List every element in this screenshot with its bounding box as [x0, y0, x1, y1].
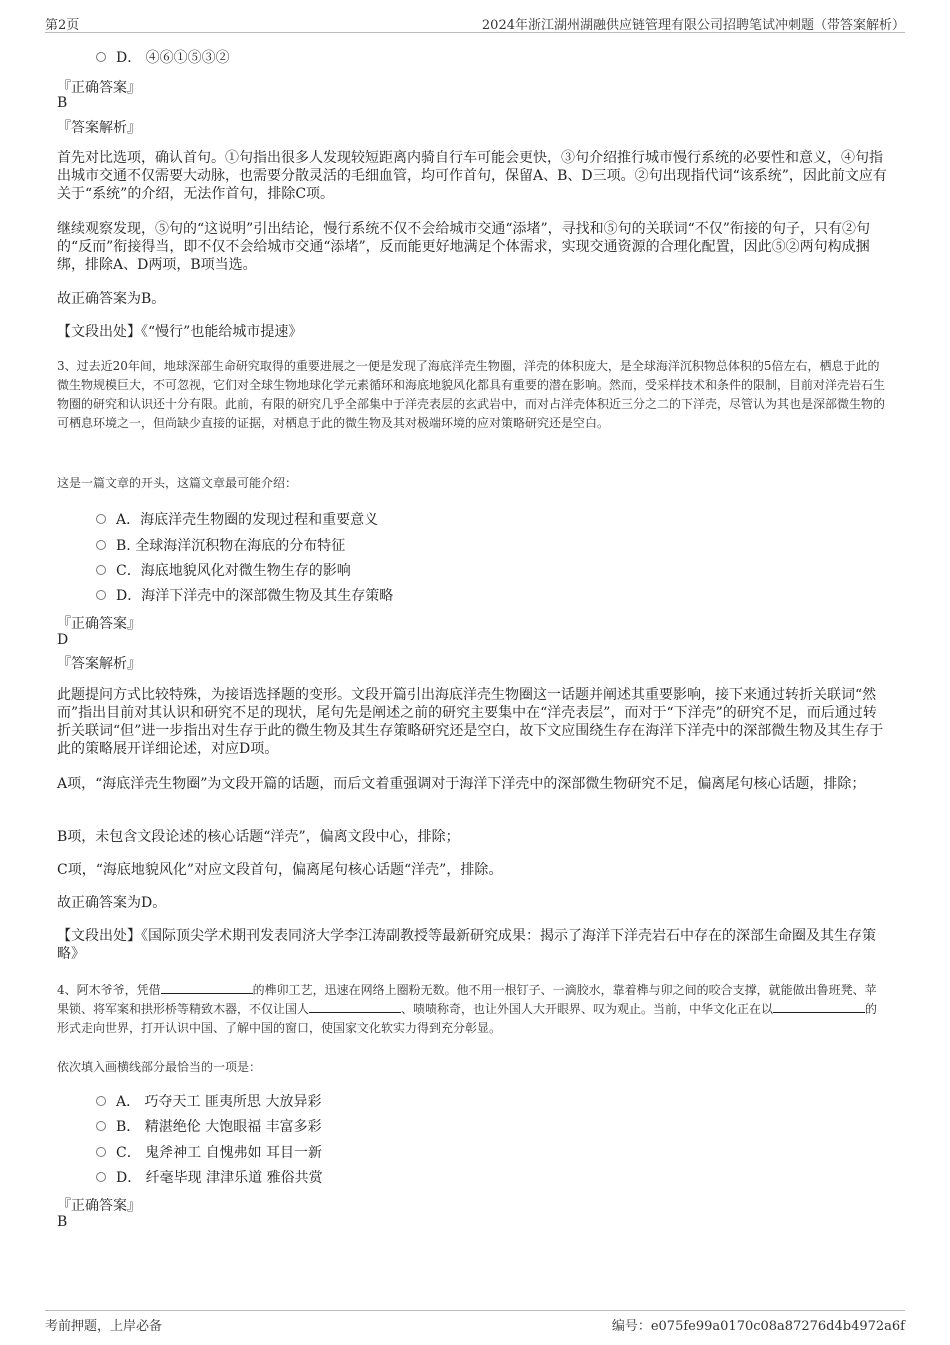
q3-conclusion: 故正确答案为D。	[57, 895, 167, 911]
radio-icon[interactable]	[96, 1147, 106, 1157]
q4-prompt: 依次填入画横线部分最恰当的一项是：	[57, 1060, 262, 1074]
q2-answer-label: 『正确答案』	[57, 80, 141, 96]
q4-option-d[interactable]: D． 纤毫毕现 津津乐道 雅俗共赏	[96, 1167, 323, 1187]
page-footer	[45, 1310, 905, 1333]
q4-option-b[interactable]: B． 精湛绝伦 大饱眼福 丰富多彩	[96, 1116, 322, 1136]
q4-option-c[interactable]: C． 鬼斧神工 自愧弗如 耳目一新	[96, 1142, 322, 1162]
page-header	[45, 12, 905, 33]
q3-analysis-p3: B项，未包含文段论述的核心话题“洋壳”，偏离文段中心，排除；	[57, 829, 460, 845]
document-id: 编号：e075fe99a0170c08a87276d4b4972a6f	[611, 1319, 905, 1334]
q3-analysis-p4: C项，“海底地貌风化”对应文段首句，偏离尾句核心话题“洋壳”，排除。	[57, 862, 503, 878]
q3-source: 【文段出处】《国际顶尖学术期刊发表同济大学李江涛副教授等最新研究成果：揭示了海洋下洋壳岩石中存在的深部生命圈及其生存策略》	[57, 928, 876, 962]
q3-analysis-p1: 此题提问方式比较特殊，为接语选择题的变形。文段开篇引出海底洋壳生物圈这一话题并阐述其重要影响，接下来通过转折关联词“然而”指出目前对其认识和研究不足的现状，尾句先是阐述之前的研究主要集中在“洋壳表层”，而对于“下洋壳”的研究不足，而后通过转折关联词“但”进一步指出对生存于此的微生物及其生存策略研究还是空白，故下文应围绕生存在海洋下洋壳中的深部微生物及其生存于此的策略展开详细论述，对应D项。	[57, 687, 884, 757]
q2-analysis-p2: 继续观察发现，⑤句的“这说明”引出结论，慢行系统不仅不会给城市交通“添堵”，寻找和⑤句的关联词“不仅”衔接的句子，只有②句的“反而”衔接得当，即不仅不会给城市交通“添堵”，反而能更好地满足个体需求，实现交通资源的合理化配置，因此⑤②两句构成捆绑，排除A、D两项，B项当选。	[57, 221, 870, 273]
q3-answer: D	[57, 632, 69, 648]
q3-option-c[interactable]: C．海底地貌风化对微生物生存的影响	[96, 560, 351, 580]
q2-analysis-p1: 首先对比选项，确认首句。①句指出很多人发现较短距离内骑自行车可能会更快，③句介绍推行城市慢行系统的必要性和意义，④句指出城市交通不仅需要大动脉，也需要分散灵活的毛细血管，均可作首句，保留A、B、D三项。②句出现指代词“该系统”，因此前文应有关于“系统”的介绍，无法作首句，排除C项。	[57, 150, 887, 202]
radio-icon[interactable]	[96, 52, 106, 62]
radio-icon[interactable]	[96, 590, 106, 600]
q3-option-a[interactable]: A．海底洋壳生物圈的发现过程和重要意义	[96, 509, 378, 529]
q3-analysis-p2: A项，“海底洋壳生物圈”为文段开篇的话题，而后文着重强调对于海洋下洋壳中的深部微生物研究不足，偏离尾句核心话题，排除；	[57, 776, 866, 792]
q2-answer: B	[57, 95, 68, 111]
q3-stem: 3、过去近20年间，地球深部生命研究取得的重要进展之一便是发现了海底洋壳生物圈，洋壳的体积庞大，是全球海洋沉积物总体积的5倍左右，栖息于此的微生物规模巨大，不可忽视，它们对全球生物地球化学元素循环和海底地貌风化都具有重要的潜在影响。然而，受采样技术和条件的限制，目前对洋壳岩石生物圈的研究和认识还十分有限。此前，有限的研究几乎全部集中于洋壳表层的玄武岩中，而对占洋壳体积近三分之二的下洋壳，尽管认为其也是深部微生物的可栖息环境之一，但尚缺少直接的证据，对栖息于此的微生物及其对极端环境的应对策略研究还是空白。	[57, 359, 886, 430]
q3-prompt: 这是一篇文章的开头，这篇文章最可能介绍：	[57, 476, 298, 490]
fill-blank-2[interactable]	[309, 1001, 401, 1013]
q2-analysis-label: 『答案解析』	[57, 120, 141, 136]
q4-answer: B	[57, 1214, 68, 1230]
q2-conclusion: 故正确答案为B。	[57, 291, 166, 307]
q3-option-d[interactable]: D．海洋下洋壳中的深部微生物及其生存策略	[96, 585, 393, 605]
page-number: 第2页	[45, 18, 80, 33]
radio-icon[interactable]	[96, 540, 106, 550]
q2-source: 【文段出处】《“慢行”也能给城市提速》	[57, 324, 303, 340]
radio-icon[interactable]	[96, 514, 106, 524]
fill-blank-1[interactable]	[161, 982, 253, 994]
radio-icon[interactable]	[96, 565, 106, 575]
fill-blank-3[interactable]	[773, 1001, 865, 1013]
radio-icon[interactable]	[96, 1096, 106, 1106]
radio-icon[interactable]	[96, 1172, 106, 1182]
q3-analysis-label: 『答案解析』	[57, 656, 141, 672]
q4-answer-label: 『正确答案』	[57, 1198, 141, 1214]
q4-option-a[interactable]: A． 巧夺天工 匪夷所思 大放异彩	[96, 1091, 321, 1111]
radio-icon[interactable]	[96, 1121, 106, 1131]
q3-answer-label: 『正确答案』	[57, 616, 141, 632]
q2-option-d[interactable]: D． ④⑥①⑤③②	[96, 47, 230, 67]
q4-stem: 4、阿木爷爷，凭借 的榫卯工艺，迅速在网络上圈粉无数。他不用一根钉子、一滴胶水，靠着榫与卯之间的咬合支撑，就能做出鲁班凳、苹果锁、将军案和拱形桥等精致木器，不仅让国人 、啧啧称奇，也让外国人大开眼界、叹为观止。当前，中华文化正在以 的形式走向世界，打开认识中国、了解中国的窗口，使国家文化软实力得到充分彰显。	[57, 983, 878, 1035]
footer-slogan: 考前押题，上岸必备	[45, 1319, 163, 1334]
q3-option-b[interactable]: B. 全球海洋沉积物在海底的分布特征	[96, 535, 345, 555]
document-title: 2024年浙江湖州湖融供应链管理有限公司招聘笔试冲刺题（带答案解析）	[481, 18, 905, 33]
